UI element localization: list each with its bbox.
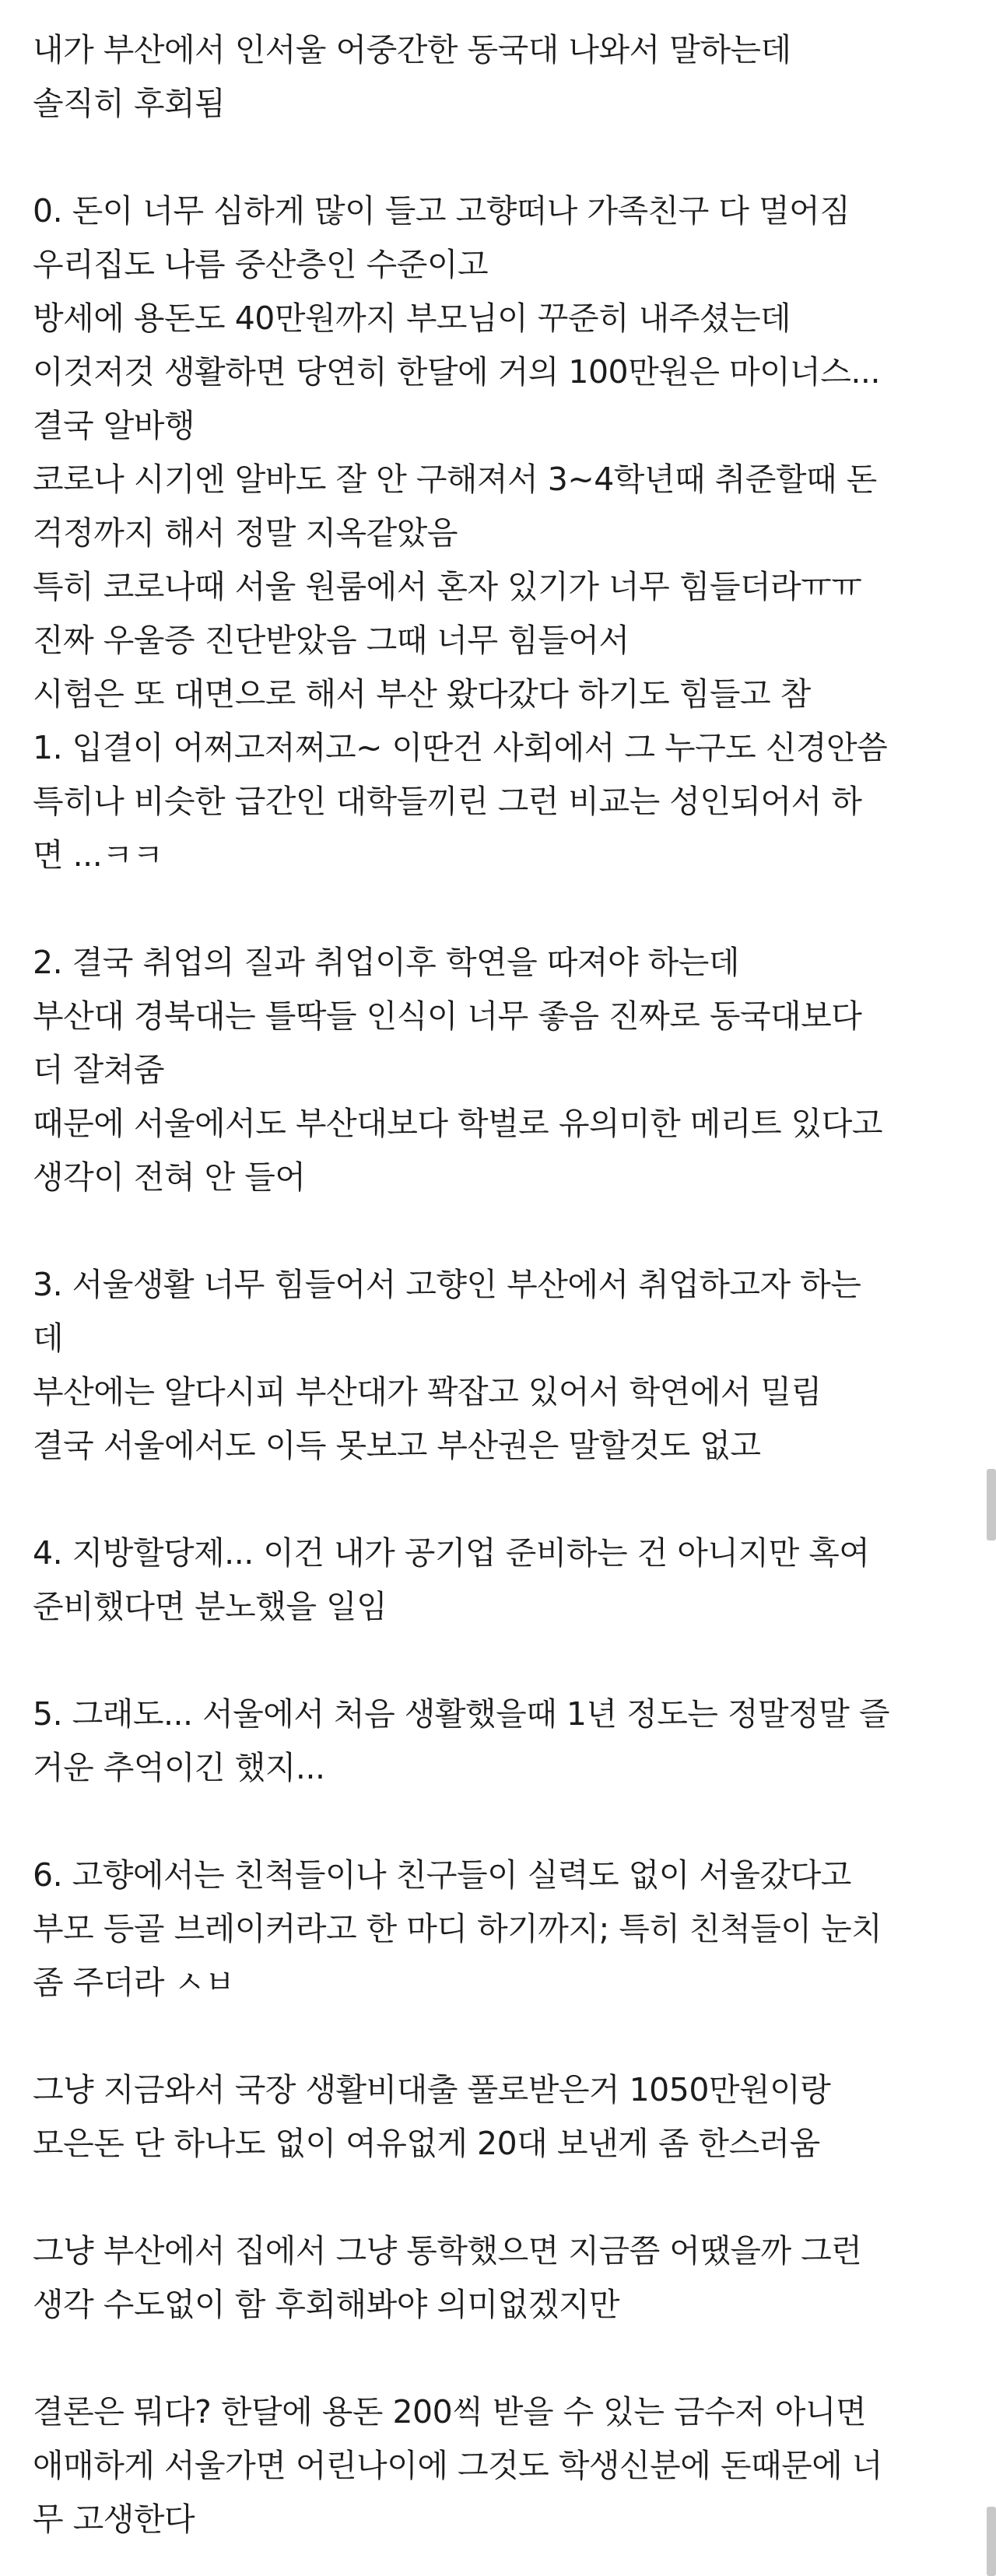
- text-line: 이것저것 생활하면 당연히 한달에 거의 100만원은 마이너스...: [33, 353, 880, 391]
- paragraph-gap: [33, 2010, 966, 2063]
- text-line: 5. 그래도... 서울에서 처음 생활했을때 1년 정도는 정말정말 즐: [33, 1695, 889, 1733]
- text-line: 결국 알바행: [33, 407, 195, 444]
- paragraph-point-4: [33, 1526, 966, 1634]
- paragraph-conclusion: [33, 2385, 966, 2546]
- text-line: 걱정까지 해서 정말 지옥같았음: [33, 514, 458, 552]
- text-line: 6. 고향에서는 친척들이나 친구들이 실력도 없이 서울갔다고: [33, 1856, 851, 1894]
- text-line: 그냥 지금와서 국장 생활비대출 풀로받은거 1050만원이랑: [33, 2071, 831, 2108]
- text-line: 결국 서울에서도 이득 못보고 부산권은 말할것도 없고: [33, 1427, 761, 1464]
- paragraph-gap: [33, 2171, 966, 2224]
- scrollbar-thumb[interactable]: [987, 1469, 996, 1540]
- text-line: 시험은 또 대면으로 해서 부산 왔다갔다 하기도 힘들고 참: [33, 675, 811, 713]
- text-line: 무 고생한다: [33, 2501, 195, 2538]
- text-line: 좀 주더라 ㅅㅂ: [33, 1964, 235, 2001]
- text-line: 준비했다면 분노했을 일임: [33, 1588, 388, 1625]
- post-body: [33, 23, 966, 2546]
- paragraph-point-2: [33, 936, 966, 1204]
- text-line: 부산에는 알다시피 부산대가 꽉잡고 있어서 학연에서 밀림: [33, 1373, 822, 1411]
- text-line: 데: [33, 1320, 64, 1357]
- text-line: 우리집도 나름 중산층인 수준이고: [33, 246, 489, 283]
- text-line: 4. 지방할당제... 이건 내가 공기업 준비하는 건 아니지만 혹여: [33, 1534, 870, 1572]
- paragraph-gap: [33, 131, 966, 184]
- paragraph-point-5: [33, 1688, 966, 1795]
- text-line: 거운 추억이긴 했지...: [33, 1749, 325, 1786]
- paragraph-point-0-1: [33, 184, 966, 882]
- text-line: 애매하게 서울가면 어린나이에 그것도 학생신분에 돈때문에 너: [33, 2447, 882, 2484]
- text-line: 진짜 우울증 진단받았음 그때 너무 힘들어서: [33, 622, 630, 659]
- text-line: 특히나 비슷한 급간인 대학들끼린 그런 비교는 성인되어서 하: [33, 783, 862, 820]
- paragraph-gap: [33, 2332, 966, 2385]
- paragraph-intro: [33, 23, 966, 131]
- paragraph-regret: [33, 2224, 966, 2332]
- paragraph-point-3: [33, 1258, 966, 1473]
- text-line: 생각이 전혀 안 들어: [33, 1158, 306, 1196]
- paragraph-gap: [33, 1634, 966, 1688]
- text-line: 코로나 시기엔 알바도 잘 안 구해져서 3~4학년때 취준할때 돈: [33, 461, 877, 498]
- text-line: 3. 서울생활 너무 힘들어서 고향인 부산에서 취업하고자 하는: [33, 1266, 861, 1303]
- text-line: 생각 수도없이 함 후회해봐야 의미없겠지만: [33, 2286, 620, 2323]
- paragraph-gap: [33, 882, 966, 936]
- text-line: 특히 코로나때 서울 원룸에서 혼자 있기가 너무 힘들더라ㅠㅠ: [33, 568, 862, 605]
- paragraph-loan: [33, 2063, 966, 2171]
- scrollbar-thumb[interactable]: [987, 2507, 996, 2576]
- paragraph-gap: [33, 1473, 966, 1526]
- text-line: 모은돈 단 하나도 없이 여유없게 20대 보낸게 좀 한스러움: [33, 2125, 820, 2162]
- paragraph-gap: [33, 1795, 966, 1849]
- text-line: 결론은 뭐다? 한달에 용돈 200씩 받을 수 있는 금수저 아니면: [33, 2393, 867, 2431]
- text-line: 때문에 서울에서도 부산대보다 학벌로 유의미한 메리트 있다고: [33, 1105, 882, 1142]
- paragraph-gap: [33, 1204, 966, 1258]
- text-line: 내가 부산에서 인서울 어중간한 동국대 나와서 말하는데: [33, 31, 791, 68]
- text-line: 1. 입결이 어쩌고저쩌고~ 이딴건 사회에서 그 누구도 신경안씀: [33, 729, 888, 766]
- text-line: 부산대 경북대는 틀딱들 인식이 너무 좋음 진짜로 동국대보다: [33, 997, 862, 1035]
- paragraph-point-6: [33, 1849, 966, 2010]
- text-line: 2. 결국 취업의 질과 취업이후 학연을 따져야 하는데: [33, 944, 739, 981]
- text-line: 방세에 용돈도 40만원까지 부모님이 꾸준히 내주셨는데: [33, 300, 791, 337]
- text-line: 부모 등골 브레이커라고 한 마디 하기까지; 특히 친척들이 눈치: [33, 1910, 882, 1947]
- text-line: 솔직히 후회됨: [33, 85, 226, 122]
- text-line: 면 ...ㅋㅋ: [33, 836, 163, 874]
- text-line: 더 잘쳐줌: [33, 1051, 164, 1088]
- text-line: 그냥 부산에서 집에서 그냥 통학했으면 지금쯤 어땠을까 그런: [33, 2232, 862, 2269]
- text-line: 0. 돈이 너무 심하게 많이 들고 고향떠나 가족친구 다 멀어짐: [33, 192, 850, 230]
